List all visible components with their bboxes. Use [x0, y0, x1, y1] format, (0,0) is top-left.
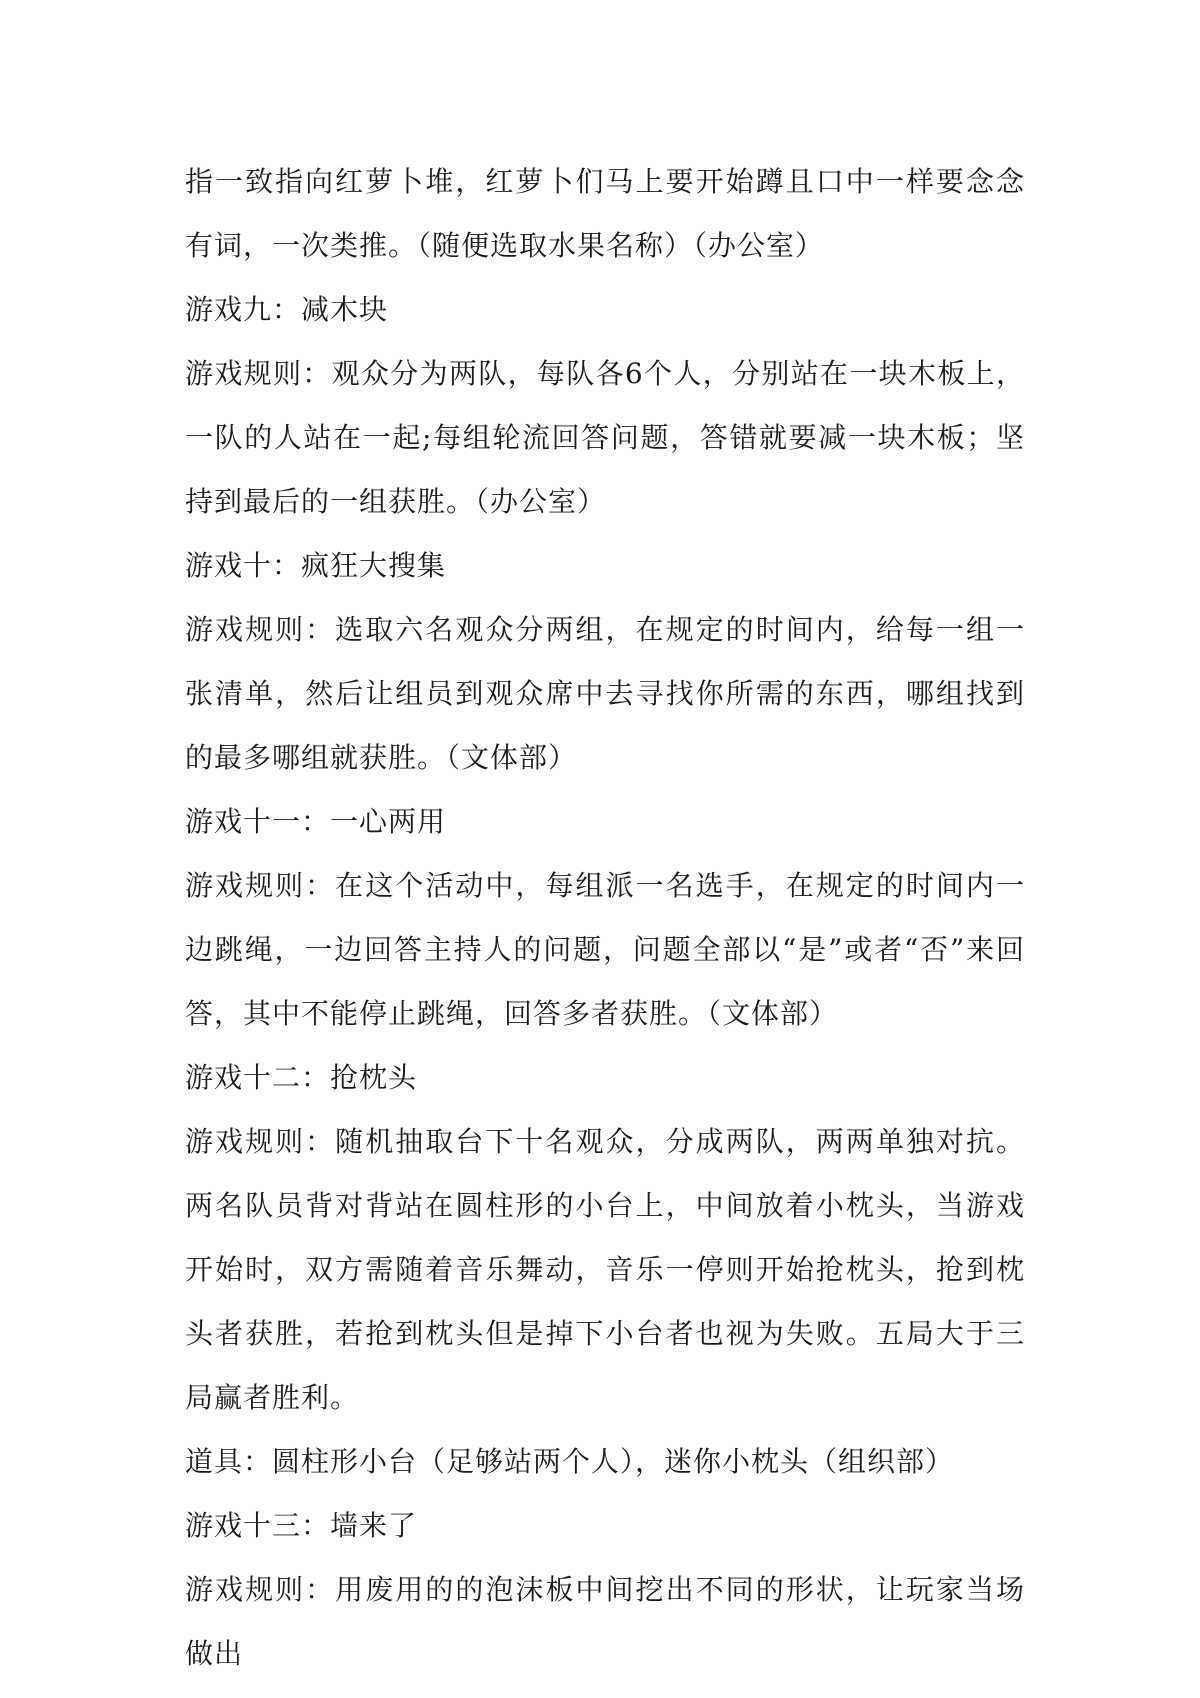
game-12-rules: 游戏规则：随机抽取台下十名观众，分成两队，两两单独对抗。两名队员背对背站在圆柱形的小台上，中间放着小枕头，当游戏开始时，双方需随着音乐舞动，音乐一停则开始抢枕头，抢到枕头者获胜，若抢到枕头但是掉下小台者也视为失败。五局大于三局赢者胜利。	[185, 1125, 1025, 1414]
document-body	[185, 150, 1025, 1686]
game-11-rules: 游戏规则：在这个活动中，每组派一名选手，在规定的时间内一边跳绳，一边回答主持人的问题，问题全部以“是”或者“否”来回答，其中不能停止跳绳，回答多者获胜。（文体部）	[185, 869, 1025, 1030]
paragraph-continuation: 指一致指向红萝卜堆，红萝卜们马上要开始蹲且口中一样要念念有词，一次类推。（随便选取水果名称）（办公室）	[185, 165, 1025, 262]
game-12-props: 道具：圆柱形小台（足够站两个人），迷你小枕头（组织部）	[185, 1445, 955, 1478]
game-11-heading: 游戏十一：一心两用	[185, 805, 447, 838]
game-9-heading: 游戏九：减木块	[185, 293, 389, 326]
game-10-heading: 游戏十：疯狂大搜集	[185, 549, 447, 582]
game-13-rules: 游戏规则：用废用的的泡沫板中间挖出不同的形状，让玩家当场做出	[185, 1573, 1025, 1670]
game-12-heading: 游戏十二：抢枕头	[185, 1061, 418, 1094]
game-9-rules: 游戏规则：观众分为两队，每队各6个人，分别站在一块木板上，一队的人站在一起;每组轮流回答问题，答错就要减一块木板；坚持到最后的一组获胜。（办公室）	[185, 357, 1025, 518]
game-13-heading: 游戏十三：墙来了	[185, 1509, 418, 1542]
game-10-rules: 游戏规则：选取六名观众分两组，在规定的时间内，给每一组一张清单，然后让组员到观众席中去寻找你所需的东西，哪组找到的最多哪组就获胜。（文体部）	[185, 613, 1025, 774]
